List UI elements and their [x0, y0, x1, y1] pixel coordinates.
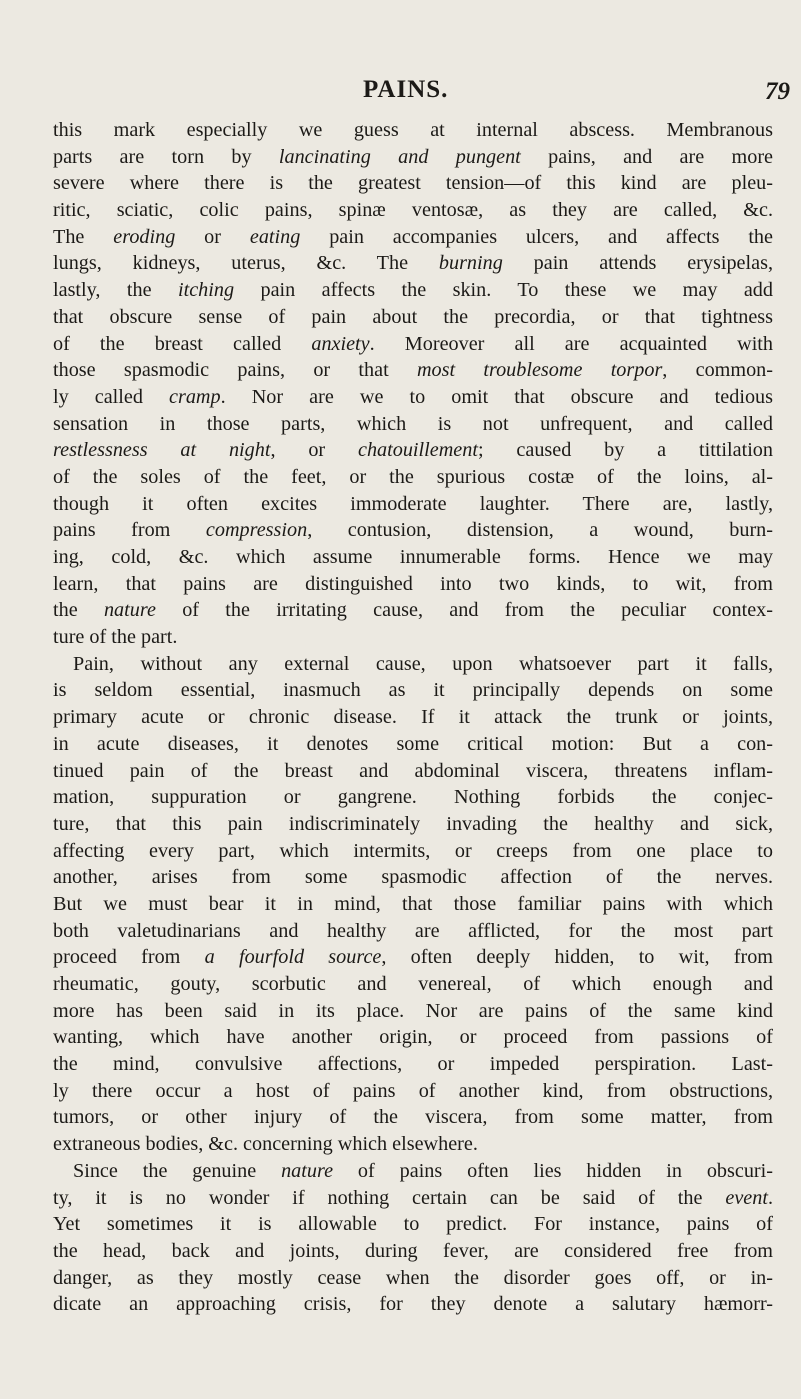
text-line: ture of the part.: [53, 626, 178, 649]
text-line: ty, it is no wonder if nothing certain can be said of the event.: [53, 1186, 773, 1209]
text-line: ing, cold, &c. which assume innumerable forms. Hence we may: [53, 546, 773, 568]
text-line: Since the genuine nature of pains often lies hidden in obscuri-: [73, 1159, 773, 1182]
text-line: extraneous bodies, &c. concerning which elsewhere.: [53, 1133, 478, 1156]
text-line: But we must bear it in mind, that those familiar pains with which: [53, 892, 773, 915]
text-line: wanting, which have another origin, or proceed from passions of: [53, 1026, 773, 1049]
text-line: Yet sometimes it is allowable to predict. For instance, pains of: [53, 1213, 773, 1236]
text-line: the mind, convulsive affections, or impeded perspiration. Last-: [53, 1053, 773, 1076]
page-number: 79: [765, 78, 790, 105]
text-line: ture, that this pain indiscriminately invading the healthy and sick,: [53, 812, 773, 835]
text-line: severe where there is the greatest tension—of this kind are pleu-: [53, 172, 773, 195]
text-line: mation, suppuration or gangrene. Nothing forbids the conjec-: [53, 786, 773, 809]
text-line: learn, that pains are distinguished into two kinds, to wit, from: [53, 572, 773, 595]
text-line: of the breast called anxiety. Moreover all are acquainted with: [53, 332, 774, 355]
text-line: the head, back and joints, during fever, are considered free from: [53, 1239, 773, 1262]
text-line: The eroding or eating pain accompanies ulcers, and affects the: [53, 225, 773, 248]
text-line: dicate an approaching crisis, for they denote a salutary hæmorr-: [53, 1293, 773, 1316]
text-line: this mark especially we guess at internal abscess. Membranous: [53, 119, 773, 141]
text-line: proceed from a fourfold source, often deeply hidden, to wit, from: [53, 946, 773, 969]
text-line: in acute diseases, it denotes some critical motion: But a con-: [53, 732, 773, 755]
text-line: lungs, kidneys, uterus, &c. The burning pain attends erysipelas,: [53, 252, 773, 275]
text-line: more has been said in its place. Nor are pains of the same kind: [53, 999, 773, 1022]
text-line: lastly, the itching pain affects the skin. To these we may add: [53, 279, 773, 302]
text-line: those spasmodic pains, or that most troublesome torpor, common-: [53, 359, 773, 382]
page-title: PAINS.: [363, 76, 449, 103]
text-line: the nature of the irritating cause, and from the peculiar contex-: [53, 599, 773, 622]
text-line: though it often excites immoderate laughter. There are, lastly,: [53, 492, 773, 515]
text-line: is seldom essential, inasmuch as it principally depends on some: [53, 679, 773, 702]
text-line: ly there occur a host of pains of another kind, from obstructions,: [53, 1079, 773, 1102]
text-line: rheumatic, gouty, scorbutic and venereal, of which enough and: [53, 973, 773, 995]
text-line: sensation in those parts, which is not unfrequent, and called: [53, 412, 773, 435]
text-line: danger, as they mostly cease when the disorder goes off, or in-: [53, 1266, 773, 1289]
text-line: ritic, sciatic, colic pains, spinæ ventosæ, as they are called, &c.: [53, 199, 773, 222]
text-line: parts are torn by lancinating and pungent pains, and are more: [53, 145, 774, 168]
text-line: both valetudinarians and healthy are afflicted, for the most part: [53, 919, 773, 942]
text-line: tumors, or other injury of the viscera, from some matter, from: [53, 1106, 773, 1129]
text-line: that obscure sense of pain about the precordia, or that tightness: [53, 305, 773, 328]
running-head: [60, 76, 790, 108]
text-line: tinued pain of the breast and abdominal viscera, threatens inflam-: [53, 759, 773, 782]
text-line: pains from compression, contusion, distension, a wound, burn-: [53, 519, 773, 542]
text-line: ly called cramp. Nor are we to omit that obscure and tedious: [53, 385, 773, 408]
body-text: [53, 117, 773, 1318]
text-line: restlessness at night, or chatouillement; caused by a tittilation: [53, 439, 773, 462]
text-line: of the soles of the feet, or the spurious costæ of the loins, al-: [53, 465, 773, 488]
text-line: Pain, without any external cause, upon whatsoever part it falls,: [73, 652, 773, 675]
text-line: another, arises from some spasmodic affection of the nerves.: [53, 866, 773, 889]
text-line: primary acute or chronic disease. If it attack the trunk or joints,: [53, 706, 773, 729]
text-line: affecting every part, which intermits, or creeps from one place to: [53, 839, 773, 862]
